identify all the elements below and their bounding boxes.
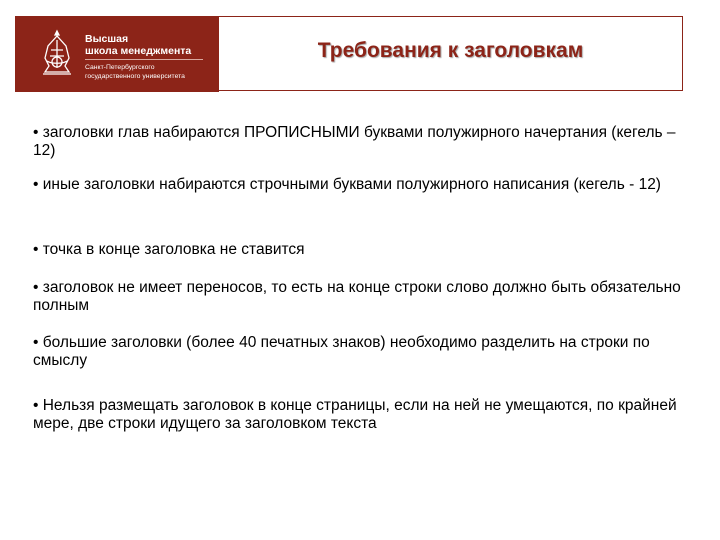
bullet-item: • точка в конце заголовка не ставится [33,241,305,258]
logo-text-line4: государственного университета [85,73,185,80]
slide-title: Требования к заголовкам [317,38,584,62]
logo-text-line2: школа менеджмента [85,45,192,57]
bullet-item: • заголовки глав набираются ПРОПИСНЫМИ буквами полужирного начертания (кегель – 12) [33,124,676,159]
bullet-item: • Нельзя размещать заголовок в конце страницы, если на ней не умещаются, по крайней мере, две строки идущего за заголовком текста [33,397,677,432]
logo-text-line3: Санкт-Петербургского [85,64,155,71]
logo-text-line1: Высшая [85,33,129,45]
bullet-item: • большие заголовки (более 40 печатных знаков) необходимо разделить на строки по смыслу [33,334,650,369]
bullet-item: • иные заголовки набираются строчными буквами полужирного написания (кегель - 12) [33,176,661,193]
logo-divider [85,59,203,60]
university-emblem-icon [35,28,79,80]
title-frame [219,16,683,91]
bullet-item: • заголовок не имеет переносов, то есть на конце строки слово должно быть обязательно полным [33,279,681,314]
logo [15,16,219,92]
